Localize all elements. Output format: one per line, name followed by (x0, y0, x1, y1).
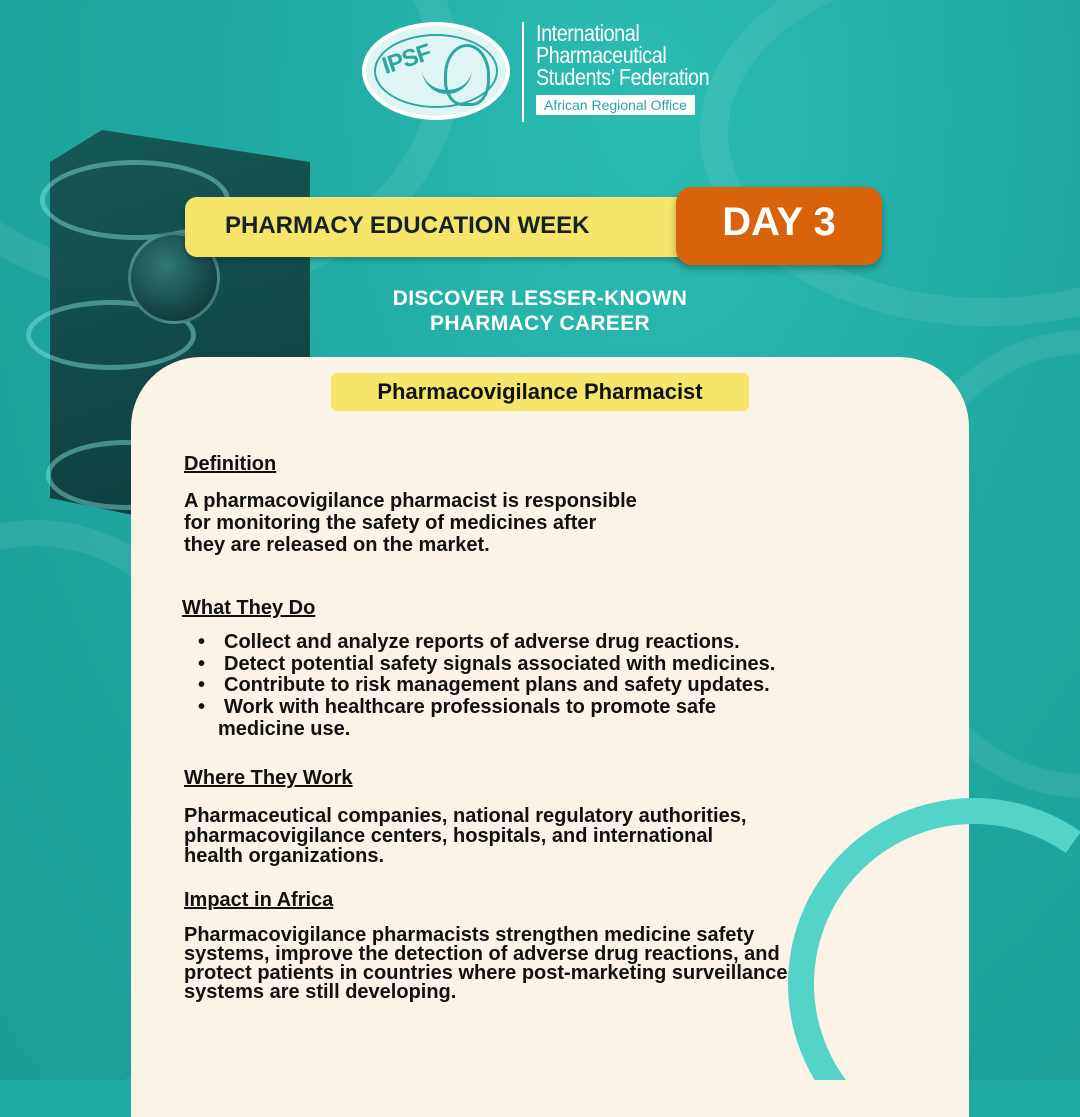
bullet: • (198, 695, 206, 718)
impact-line: protect patients in countries where post-marketing surveillance (184, 962, 788, 984)
where-line: Pharmaceutical companies, national regulatory authorities, (184, 805, 747, 827)
list-item (198, 675, 924, 697)
where-line: pharmacovigilance centers, hospitals, and international (184, 825, 714, 847)
definition-line: for monitoring the safety of medicines after (184, 512, 597, 534)
day-label: DAY 3 (722, 200, 836, 244)
definition-line: they are released on the market. (184, 534, 490, 556)
event-title: PHARMACY EDUCATION WEEK (225, 212, 590, 239)
career-title: Pharmacovigilance Pharmacist (331, 373, 749, 411)
section-heading-where: Where They Work (184, 767, 353, 789)
bullet: • (198, 631, 206, 653)
office-label: African Regional Office (536, 95, 695, 115)
section-heading-what: What They Do (182, 597, 316, 619)
definition-line: A pharmacovigilance pharmacist is responsible (184, 490, 637, 512)
header (362, 22, 722, 122)
org-name (536, 22, 709, 88)
list-item (198, 697, 924, 719)
subtitle-line: DISCOVER LESSER-KNOWN (392, 287, 688, 310)
org-name-line: Pharmaceutical (536, 42, 667, 68)
logo-lettering: IPSF (378, 39, 435, 80)
impact-text (184, 926, 924, 1002)
card-content (184, 452, 924, 1002)
impact-line: systems are still developing. (184, 981, 457, 1003)
list-item (198, 632, 924, 654)
list-item-continuation: medicine use. (218, 718, 351, 740)
list-item-text: Collect and analyze reports of adverse drug reactions. (224, 631, 740, 653)
list-item-text: Work with healthcare professionals to promote safe (224, 695, 716, 718)
bullet: • (198, 652, 206, 675)
ipsf-logo (362, 22, 510, 120)
where-line: health organizations. (184, 845, 385, 867)
where-text (184, 806, 924, 866)
section-heading-definition: Definition (184, 453, 277, 475)
impact-line: systems, improve the detection of adverse drug reactions, and (184, 943, 780, 965)
page-subtitle (340, 286, 740, 336)
bullet: • (198, 674, 206, 696)
logo-divider (522, 22, 524, 122)
list-item-text: Contribute to risk management plans and safety updates. (224, 674, 770, 696)
duties-list (184, 632, 924, 718)
list-item (198, 654, 924, 676)
background-swirl (700, 0, 1080, 326)
subtitle-line: PHARMACY CAREER (430, 312, 650, 335)
definition-text (184, 490, 924, 556)
impact-line: Pharmacovigilance pharmacists strengthen medicine safety (184, 924, 755, 946)
section-heading-impact: Impact in Africa (184, 889, 334, 911)
org-name-line: Students’ Federation (536, 64, 710, 90)
org-name-line: International (536, 20, 640, 46)
list-item-text: Detect potential safety signals associated with medicines. (224, 652, 776, 675)
